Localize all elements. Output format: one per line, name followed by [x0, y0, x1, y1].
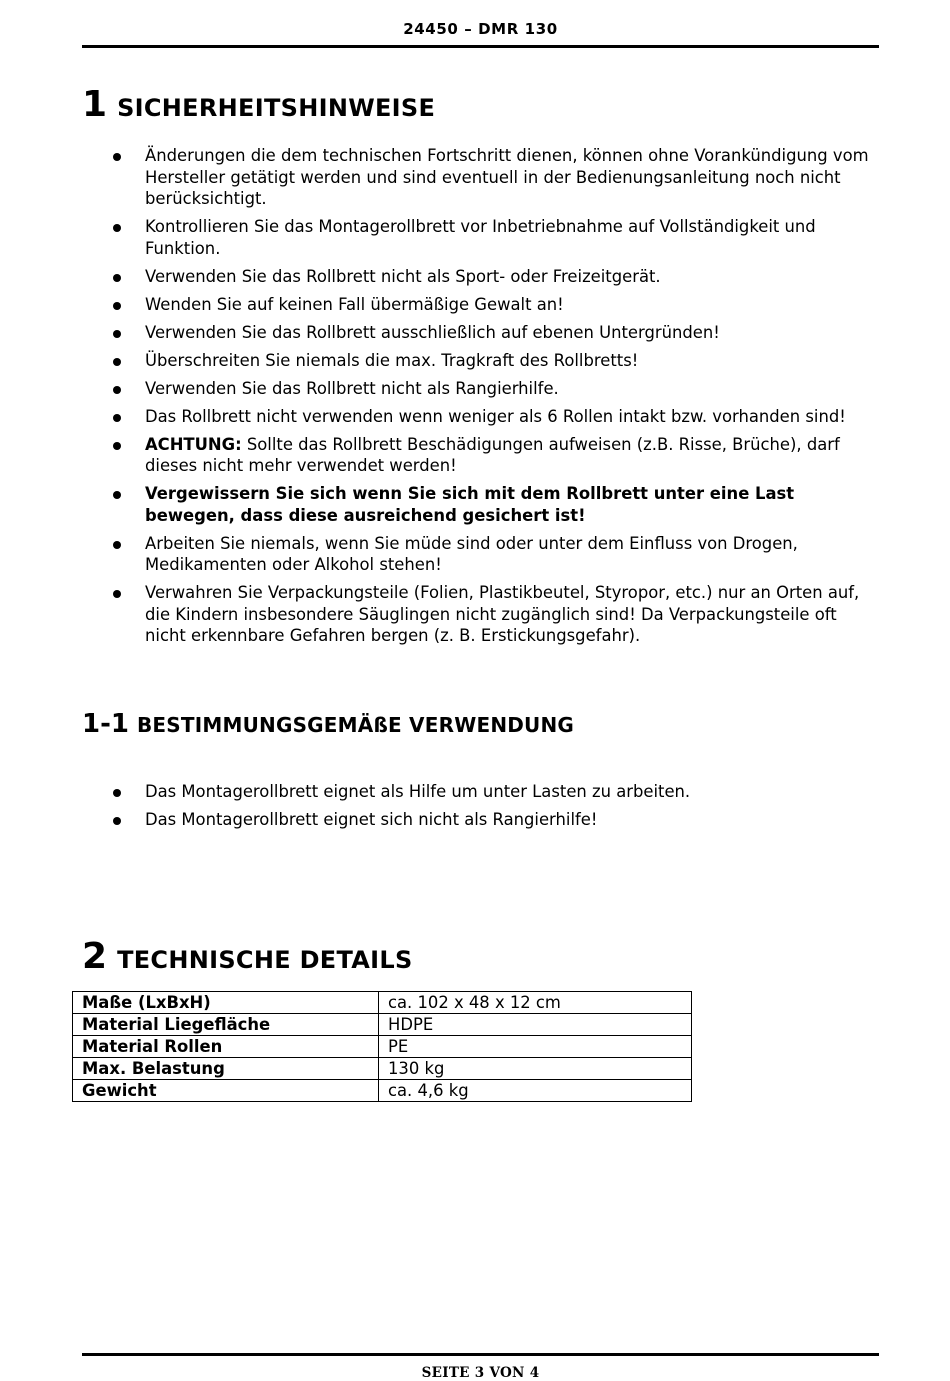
table-row: [73, 992, 692, 1014]
section-1-number: 1: [82, 84, 108, 125]
list-item: Wenden Sie auf keinen Fall übermäßige Gewalt an!: [112, 294, 872, 316]
table-cell-value: ca. 4,6 kg: [379, 1080, 692, 1102]
table-cell-key: Material Rollen: [73, 1036, 379, 1058]
bullet-icon: [113, 414, 121, 422]
bullet-icon: [113, 541, 121, 549]
list-item: Das Montagerollbrett eignet sich nicht als Rangierhilfe!: [112, 809, 872, 831]
list-item: Überschreiten Sie niemals die max. Tragkraft des Rollbretts!: [112, 350, 872, 372]
table-cell-key: Material Liegefläche: [73, 1014, 379, 1036]
section-1-1-heading: [82, 709, 574, 739]
technical-details-table: [72, 991, 692, 1102]
bullet-icon: [113, 274, 121, 282]
bullet-icon: [113, 358, 121, 366]
table-cell-value: ca. 102 x 48 x 12 cm: [379, 992, 692, 1014]
table-row: [73, 1080, 692, 1102]
header-rule: [82, 45, 879, 48]
table-row: [73, 1036, 692, 1058]
table-row: [73, 1014, 692, 1036]
table-cell-key: Max. Belastung: [73, 1058, 379, 1080]
table-cell-key: Maße (LxBxH): [73, 992, 379, 1014]
bullet-icon: [113, 442, 121, 450]
table-cell-value: 130 kg: [379, 1058, 692, 1080]
list-item: Änderungen die dem technischen Fortschritt dienen, können ohne Vorankündigung vom Hersteller getätigt werden und sind eventuell in der Bedienungsanleitung noch nicht berücksichtigt.: [112, 145, 872, 210]
bullet-icon: [113, 386, 121, 394]
bullet-icon: [113, 302, 121, 310]
bullet-icon: [113, 817, 121, 825]
list-item: Arbeiten Sie niemals, wenn Sie müde sind oder unter dem Einfluss von Drogen, Medikamenten oder Alkohol stehen!: [112, 533, 872, 576]
usage-list: [112, 781, 872, 837]
table-row: [73, 1058, 692, 1080]
list-item: Verwahren Sie Verpackungsteile (Folien, Plastikbeutel, Styropor, etc.) nur an Orten auf, die Kindern insbesondere Säuglingen nicht zugänglich sind! Da Verpackungsteile oft nicht erkennbare Gefahren bergen (z. B. Erstickungsgefahr).: [112, 582, 872, 647]
bullet-icon: [113, 153, 121, 161]
section-2-number: 2: [82, 936, 108, 977]
page-footer: SEITE 3 VON 4: [421, 1365, 540, 1381]
warning-label: ACHTUNG:: [145, 434, 242, 454]
safety-list: [112, 145, 872, 653]
bullet-icon: [113, 491, 121, 499]
bullet-icon: [113, 224, 121, 232]
bullet-icon: [113, 330, 121, 338]
section-1-1-number: 1-1: [82, 709, 129, 739]
list-item: Verwenden Sie das Rollbrett nicht als Sport- oder Freizeitgerät.: [112, 266, 872, 288]
list-item: Verwenden Sie das Rollbrett ausschließlich auf ebenen Untergründen!: [112, 322, 872, 344]
list-item: Vergewissern Sie sich wenn Sie sich mit dem Rollbrett unter eine Last bewegen, dass diese ausreichend gesichert ist!: [112, 483, 872, 526]
bullet-icon: [113, 789, 121, 797]
list-item: Das Montagerollbrett eignet als Hilfe um unter Lasten zu arbeiten.: [112, 781, 872, 803]
bullet-icon: [113, 590, 121, 598]
footer-rule: [82, 1353, 879, 1356]
list-item: Verwenden Sie das Rollbrett nicht als Rangierhilfe.: [112, 378, 872, 400]
table-cell-key: Gewicht: [73, 1080, 379, 1102]
table-cell-value: HDPE: [379, 1014, 692, 1036]
section-1-title: SICHERHEITSHINWEISE: [117, 94, 436, 122]
section-2-title: TECHNISCHE DETAILS: [117, 946, 413, 974]
section-1-heading: [82, 84, 435, 125]
document-header: 24450 – DMR 130: [403, 20, 558, 38]
section-2-heading: [82, 936, 413, 977]
list-item: Das Rollbrett nicht verwenden wenn weniger als 6 Rollen intakt bzw. vorhanden sind!: [112, 406, 872, 428]
section-1-1-title: BESTIMMUNGSGEMÄßE VERWENDUNG: [136, 713, 575, 737]
list-item: Kontrollieren Sie das Montagerollbrett vor Inbetriebnahme auf Vollständigkeit und Funktion.: [112, 216, 872, 259]
table-cell-value: PE: [379, 1036, 692, 1058]
list-item: ACHTUNG: Sollte das Rollbrett Beschädigungen aufweisen (z.B. Risse, Brüche), darf dieses nicht mehr verwendet werden!: [112, 434, 872, 477]
